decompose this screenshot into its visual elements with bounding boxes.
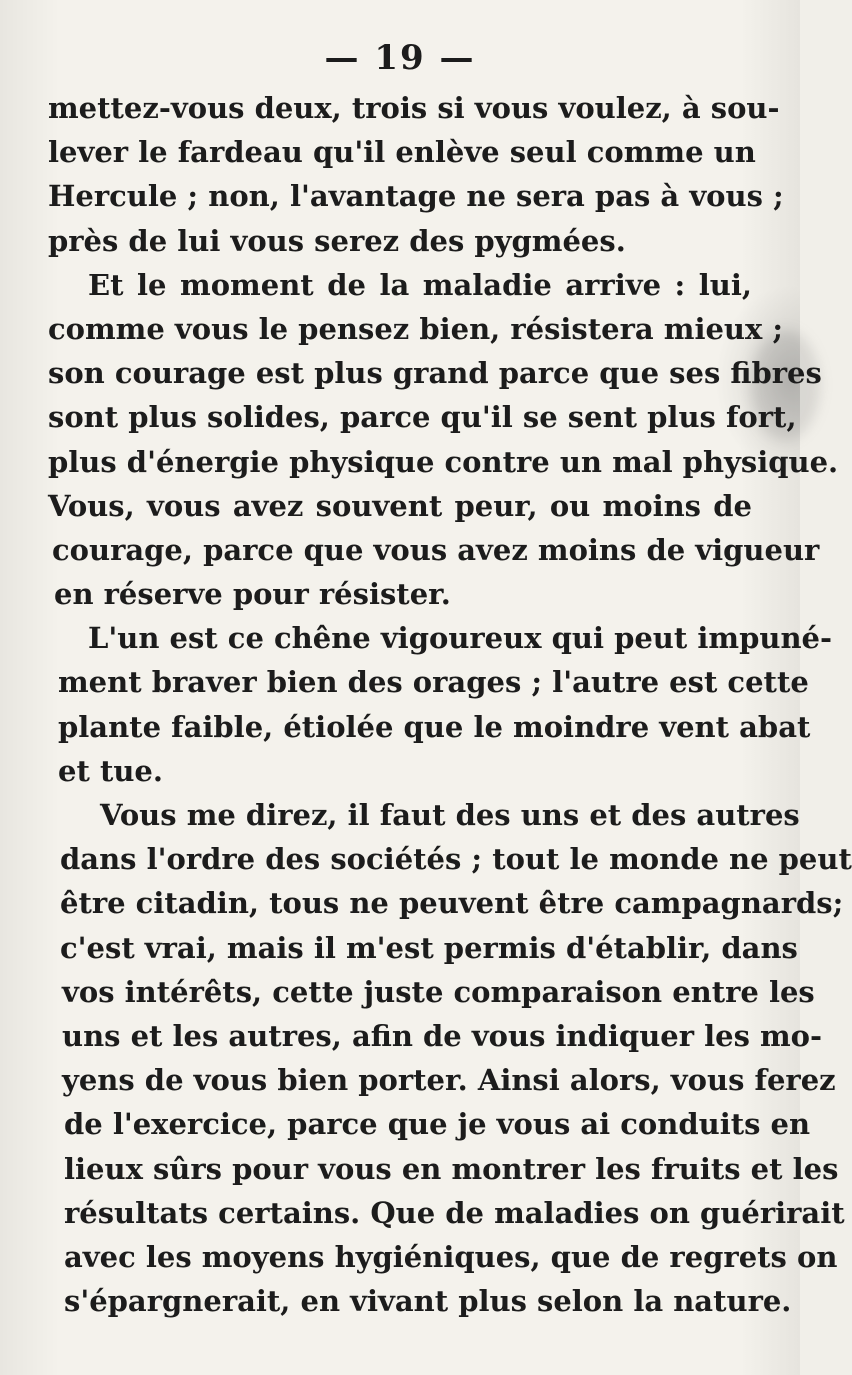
- text-line: être citadin, tous ne peuvent être campagnards;: [60, 886, 844, 921]
- text-line: résultats certains. Que de maladies on guérirait: [64, 1195, 845, 1230]
- text-line: lever le fardeau qu'il enlève seul comme un: [48, 135, 756, 170]
- body-text: [48, 86, 852, 1323]
- text-line: son courage est plus grand parce que ses fibres: [48, 356, 822, 391]
- text-line: comme vous le pensez bien, résistera mieux ;: [48, 311, 784, 346]
- text-line: courage, parce que vous avez moins de vigueur: [52, 532, 820, 567]
- text-line: de l'exercice, parce que je vous ai conduits en: [64, 1107, 811, 1142]
- text-line: c'est vrai, mais il m'est permis d'établir, dans: [60, 930, 798, 965]
- text-line: dans l'ordre des sociétés ; tout le monde ne peut: [60, 842, 852, 877]
- text-line: et tue.: [58, 753, 163, 788]
- text-line: vos intérêts, cette juste comparaison entre les: [62, 974, 815, 1009]
- text-line: avec les moyens hygiéniques, que de regrets on: [64, 1239, 838, 1274]
- text-line: Et le moment de la maladie arrive : lui,: [88, 267, 752, 302]
- text-line: Vous me direz, il faut des uns et des autres: [100, 798, 800, 832]
- text-line: mettez-vous deux, trois si vous voulez, à sou-: [48, 91, 780, 125]
- text-line: sont plus solides, parce qu'il se sent plus fort,: [48, 400, 797, 435]
- page-number-header: — 19 —: [324, 38, 476, 78]
- text-line: s'épargnerait, en vivant plus selon la nature.: [64, 1284, 792, 1319]
- text-line: L'un est ce chêne vigoureux qui peut impuné-: [88, 621, 833, 656]
- text-line: en réserve pour résister.: [54, 577, 451, 612]
- text-line: plante faible, étiolée que le moindre vent abat: [58, 709, 811, 744]
- text-line: lieux sûrs pour vous en montrer les fruits et les: [64, 1151, 839, 1186]
- text-line: ment braver bien des orages ; l'autre est cette: [58, 665, 809, 700]
- text-line: Vous, vous avez souvent peur, ou moins de: [48, 488, 752, 523]
- text-line: plus d'énergie physique contre un mal physique.: [48, 444, 839, 479]
- text-line: yens de vous bien porter. Ainsi alors, vous ferez: [62, 1063, 836, 1098]
- text-line: uns et les autres, afin de vous indiquer les mo-: [62, 1018, 823, 1053]
- text-line: près de lui vous serez des pygmées.: [48, 223, 626, 258]
- text-line: Hercule ; non, l'avantage ne sera pas à vous ;: [48, 179, 784, 214]
